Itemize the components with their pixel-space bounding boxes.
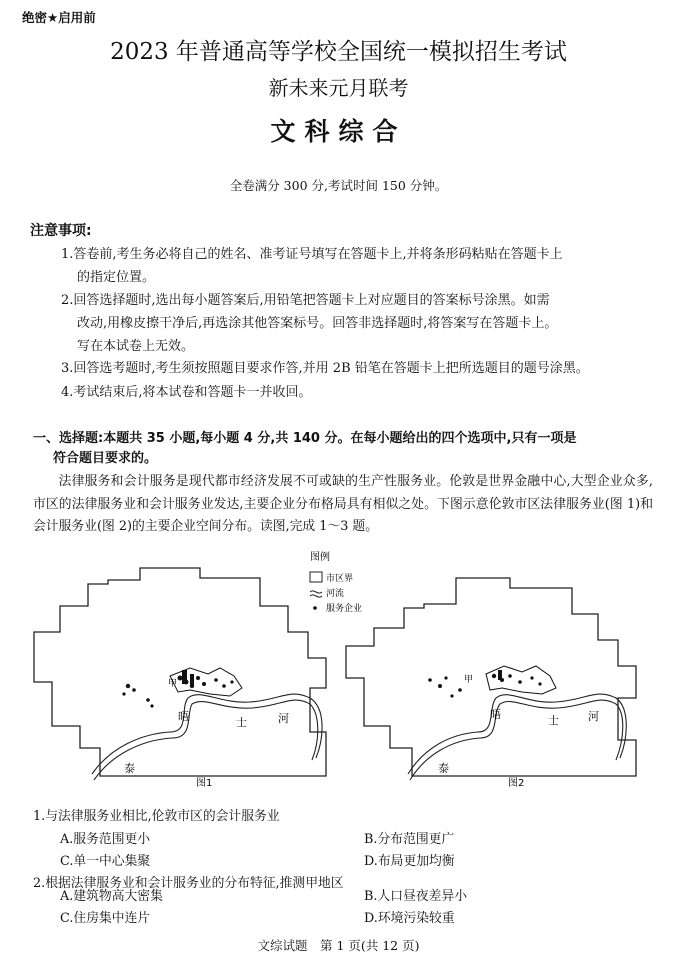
map1-river-char-1: 泰 bbox=[124, 762, 135, 775]
legend-title: 图例 bbox=[310, 552, 330, 563]
map1-marker: 甲 bbox=[168, 679, 178, 689]
map2-river-char-3: 士 bbox=[548, 714, 559, 727]
legend-boundary-icon bbox=[310, 572, 322, 582]
map2-marker: 甲 bbox=[464, 675, 474, 685]
legend-firm-icon bbox=[313, 606, 317, 610]
section-heading-line1: 一、选择题:本题共 35 小题,每小题 4 分,共 140 分。在每小题给出的四个选项中,只有一项是 bbox=[33, 431, 577, 446]
question-2-option-a: A.建筑物高大密集 bbox=[60, 889, 163, 904]
map2-city-boundary bbox=[346, 578, 636, 776]
question-2-stem: 2.根据法律服务业和会计服务业的分布特征,推测甲地区 bbox=[33, 876, 344, 891]
notice-item-1-line1: 1.答卷前,考生务必将自己的姓名、准考证号填写在答题卡上,并将条形码粘贴在答题卡上 bbox=[61, 247, 563, 262]
section-heading bbox=[33, 429, 653, 469]
notice-item-2-line3: 写在本试卷上无效。 bbox=[77, 338, 195, 354]
map2-river-char-2: 晤 bbox=[490, 708, 501, 721]
notice-item-3 bbox=[61, 358, 653, 381]
map1-river-char-3: 士 bbox=[236, 716, 247, 729]
map2-caption: 图2 bbox=[508, 778, 525, 789]
notice-title: 注意事项: bbox=[30, 223, 92, 239]
exam-title: 2023 年普通高等学校全国统一模拟招生考试 bbox=[110, 39, 567, 65]
reading-passage: 法律服务和会计服务是现代都市经济发展不可或缺的生产性服务业。伦敦是世界金融中心,大型企业众多,市区的法律服务业和会计服务业发达,主要企业分布格局具有相似之处。下图示意伦敦市区法律服务业(图 1)和会计服务业(图 2)的主要企业空间分布。读图,完成 1～3 题。 bbox=[33, 474, 653, 535]
map1-river-char-4: 河 bbox=[278, 712, 289, 725]
map1-service-firms bbox=[122, 668, 242, 708]
figure-legend bbox=[310, 550, 362, 614]
legend-river-icon-bank bbox=[310, 595, 322, 597]
london-service-maps bbox=[20, 548, 660, 796]
map1-caption: 图1 bbox=[196, 778, 213, 789]
question-2-option-d: D.环境污染较重 bbox=[364, 911, 455, 926]
page-footer: 文综试题 第 1 页(共 12 页) bbox=[257, 938, 420, 953]
exam-subtitle: 新未来元月联考 bbox=[268, 76, 409, 100]
legend-item-river: 河流 bbox=[326, 589, 345, 599]
notice-item-2 bbox=[61, 290, 653, 358]
notice-item-4-line1: 4.考试结束后,将本试卷和答题卡一并收回。 bbox=[61, 385, 312, 400]
notice-item-3-line1: 3.回答选考题时,考生须按照题目要求作答,并用 2B 铅笔在答题卡上把所选题目的题号涂黑。 bbox=[61, 361, 589, 376]
legend-item-boundary: 市区界 bbox=[326, 574, 354, 584]
notice-item-1-line2: 的指定位置。 bbox=[77, 269, 156, 285]
map2-river-char-1: 泰 bbox=[438, 762, 449, 775]
map2-service-firms bbox=[428, 666, 556, 698]
notice-item-1 bbox=[61, 244, 653, 290]
subject-title: 文科综合 bbox=[270, 117, 407, 146]
confidential-label: 绝密★启用前 bbox=[22, 10, 96, 25]
notice-item-4 bbox=[61, 382, 653, 405]
notice-item-2-line2: 改动,用橡皮擦干净后,再选涂其他答案标号。回答非选择题时,将答案写在答题卡上。 bbox=[77, 315, 558, 331]
question-1-option-c: C.单一中心集聚 bbox=[60, 854, 151, 869]
map2-river-char-4: 河 bbox=[588, 710, 599, 723]
score-info: 全卷满分 300 分,考试时间 150 分钟。 bbox=[229, 178, 448, 193]
question-1-option-b: B.分布范围更广 bbox=[364, 832, 455, 847]
question-2-option-b: B.人口昼夜差异小 bbox=[364, 889, 468, 904]
legend-river-icon bbox=[310, 591, 322, 593]
question-1-option-a: A.服务范围更小 bbox=[60, 832, 151, 847]
question-2-option-c: C.住房集中连片 bbox=[60, 911, 151, 926]
question-1-stem: 1.与法律服务业相比,伦敦市区的会计服务业 bbox=[33, 809, 280, 824]
notice-item-2-line1: 2.回答选择题时,选出每小题答案后,用铅笔把答题卡上对应题目的答案标号涂黑。如需 bbox=[61, 293, 550, 308]
question-1-option-d: D.布局更加均衡 bbox=[364, 854, 455, 869]
legend-item-firm: 服务企业 bbox=[326, 604, 363, 614]
section-heading-line2: 符合题目要求的。 bbox=[53, 451, 158, 466]
map1-river-char-2: 晤 bbox=[178, 710, 189, 723]
